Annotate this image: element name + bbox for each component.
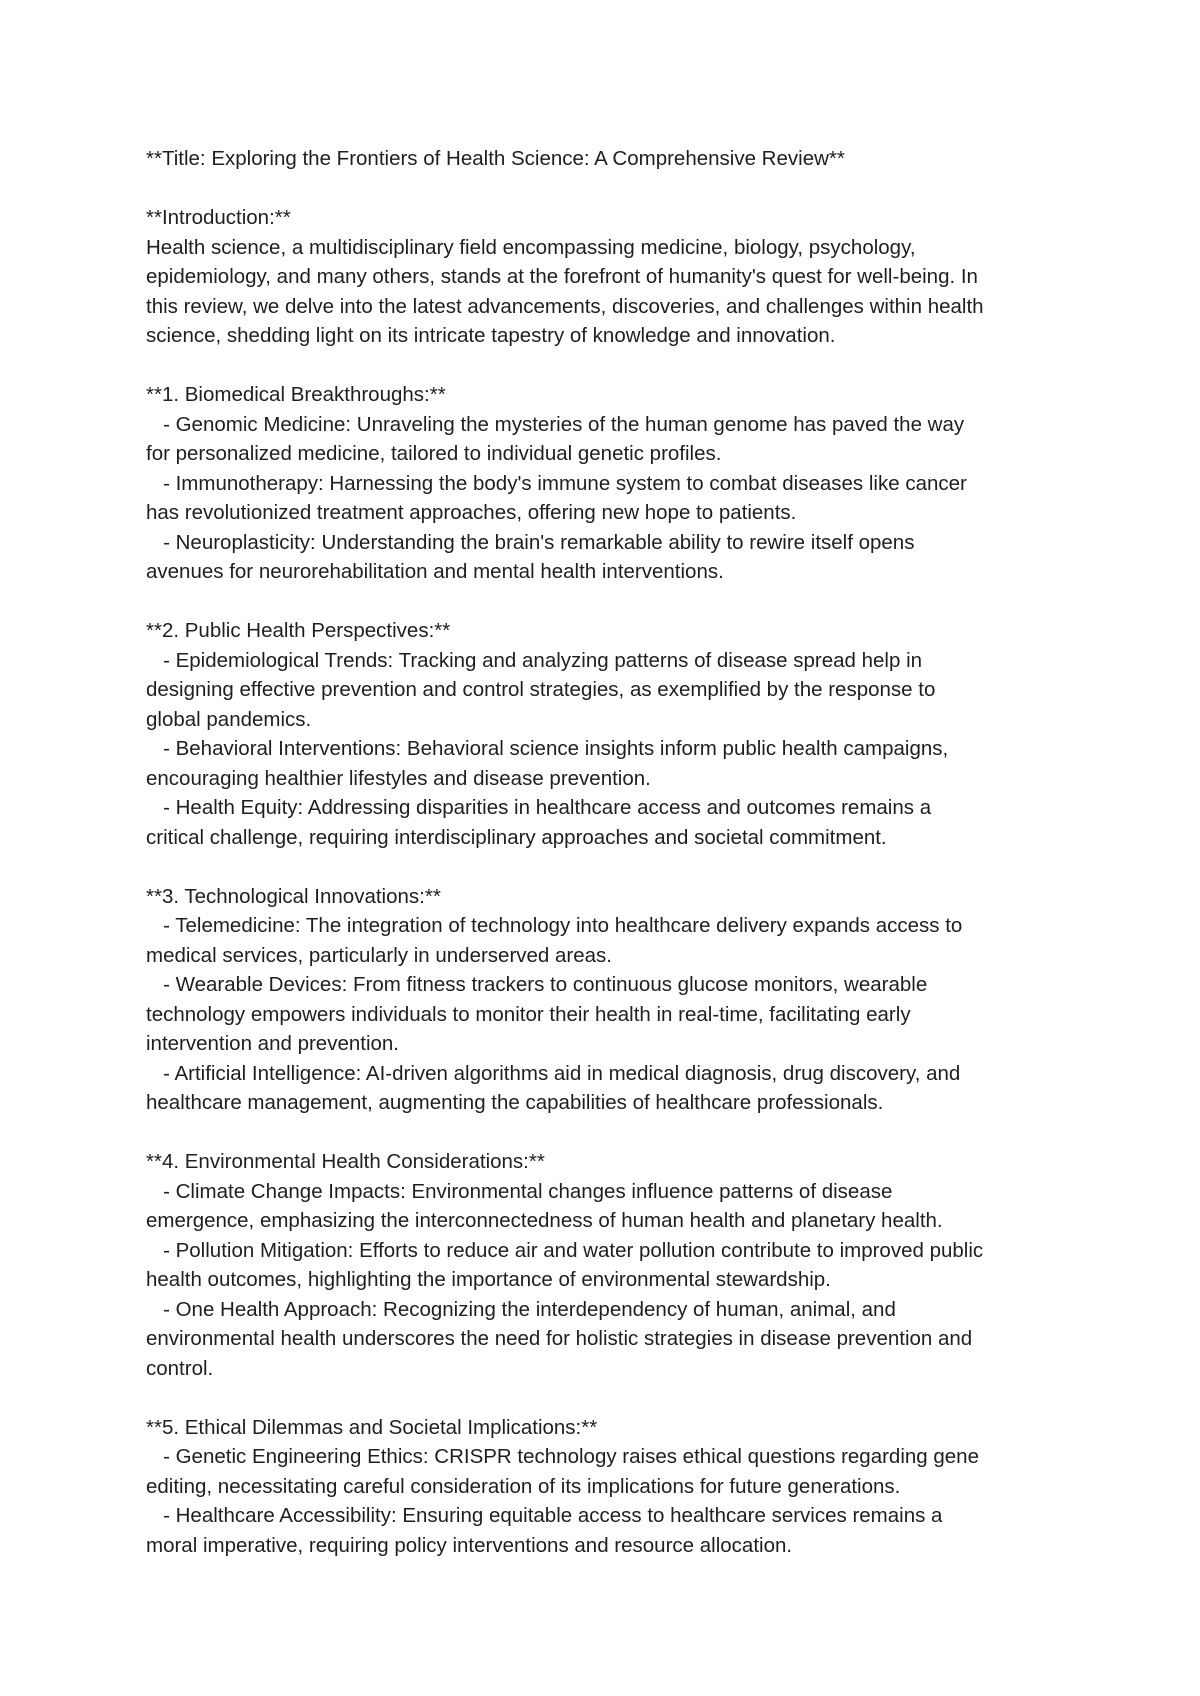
spacer (146, 1118, 1076, 1148)
section-line: critical challenge, requiring interdisciplinary approaches and societal commitment. (146, 825, 887, 849)
section-line: - Health Equity: Addressing disparities in healthcare access and outcomes remains a (146, 796, 932, 819)
intro-line: science, shedding light on its intricate tapestry of knowledge and innovation. (146, 324, 836, 347)
section-heading-biomedical: **1. Biomedical Breakthroughs:** (146, 383, 446, 406)
spacer (146, 1383, 1076, 1413)
section-line: - Wearable Devices: From fitness trackers to continuous glucose monitors, wearable (146, 973, 928, 996)
section-line: moral imperative, requiring policy interventions and resource allocation. (146, 1533, 793, 1557)
section-line: - Behavioral Interventions: Behavioral science insights inform public health campaigns, (146, 737, 949, 760)
section-heading-environmental: **4. Environmental Health Considerations:** (146, 1150, 545, 1173)
section-line: - Healthcare Accessibility: Ensuring equitable access to healthcare services remains a (146, 1504, 943, 1527)
section-line: has revolutionized treatment approaches, offering new hope to patients. (146, 501, 797, 524)
intro-line: this review, we delve into the latest advancements, discoveries, and challenges within health (146, 294, 984, 318)
spacer (146, 852, 1076, 882)
section-line: technology empowers individuals to monitor their health in real-time, facilitating early (146, 1002, 911, 1026)
section-line: - Artificial Intelligence: AI-driven algorithms aid in medical diagnosis, drug discovery, and (146, 1061, 961, 1085)
section-line: - Epidemiological Trends: Tracking and analyzing patterns of disease spread help in (146, 648, 923, 672)
section-line: avenues for neurorehabilitation and mental health interventions. (146, 560, 724, 583)
section-line: - Immunotherapy: Harnessing the body's immune system to combat diseases like cancer (146, 471, 967, 495)
intro-line: epidemiology, and many others, stands at the forefront of humanity's quest for well-being. In (146, 265, 978, 288)
section-line: control. (146, 1356, 214, 1380)
section-line: medical services, particularly in underserved areas. (146, 943, 613, 967)
intro-line: Health science, a multidisciplinary field encompassing medicine, biology, psychology, (146, 235, 916, 259)
section-line: for personalized medicine, tailored to individual genetic profiles. (146, 442, 722, 465)
document-page (146, 144, 1076, 1560)
section-line: encouraging healthier lifestyles and disease prevention. (146, 766, 651, 790)
section-heading-technological: **3. Technological Innovations:** (146, 884, 441, 908)
section-line: emergence, emphasizing the interconnectedness of human health and planetary health. (146, 1209, 943, 1232)
spacer (146, 174, 1076, 204)
document-title: **Title: Exploring the Frontiers of Health Science: A Comprehensive Review** (146, 147, 845, 170)
section-line: global pandemics. (146, 707, 312, 731)
spacer (146, 587, 1076, 617)
section-line: intervention and prevention. (146, 1032, 400, 1055)
section-line: - Pollution Mitigation: Efforts to reduce air and water pollution contribute to improved public (146, 1238, 984, 1262)
section-line: - Genetic Engineering Ethics: CRISPR technology raises ethical questions regarding gene (146, 1445, 979, 1468)
section-heading-public-health: **2. Public Health Perspectives:** (146, 619, 451, 642)
section-line: - Climate Change Impacts: Environmental changes influence patterns of disease (146, 1179, 893, 1203)
section-line: healthcare management, augmenting the capabilities of healthcare professionals. (146, 1091, 884, 1114)
section-line: designing effective prevention and control strategies, as exemplified by the response to (146, 678, 936, 701)
section-line: - Telemedicine: The integration of technology into healthcare delivery expands access to (146, 914, 963, 937)
intro-heading: **Introduction:** (146, 206, 291, 229)
spacer (146, 351, 1076, 381)
section-heading-ethical: **5. Ethical Dilemmas and Societal Implications:** (146, 1415, 598, 1439)
section-line: health outcomes, highlighting the importance of environmental stewardship. (146, 1268, 831, 1291)
section-line: environmental health underscores the need for holistic strategies in disease prevention and (146, 1327, 973, 1350)
section-line: - One Health Approach: Recognizing the interdependency of human, animal, and (146, 1297, 896, 1321)
section-line: editing, necessitating careful consideration of its implications for future generations. (146, 1474, 901, 1498)
section-line: - Neuroplasticity: Understanding the brain's remarkable ability to rewire itself opens (146, 530, 915, 554)
section-line: - Genomic Medicine: Unraveling the mysteries of the human genome has paved the way (146, 412, 965, 436)
